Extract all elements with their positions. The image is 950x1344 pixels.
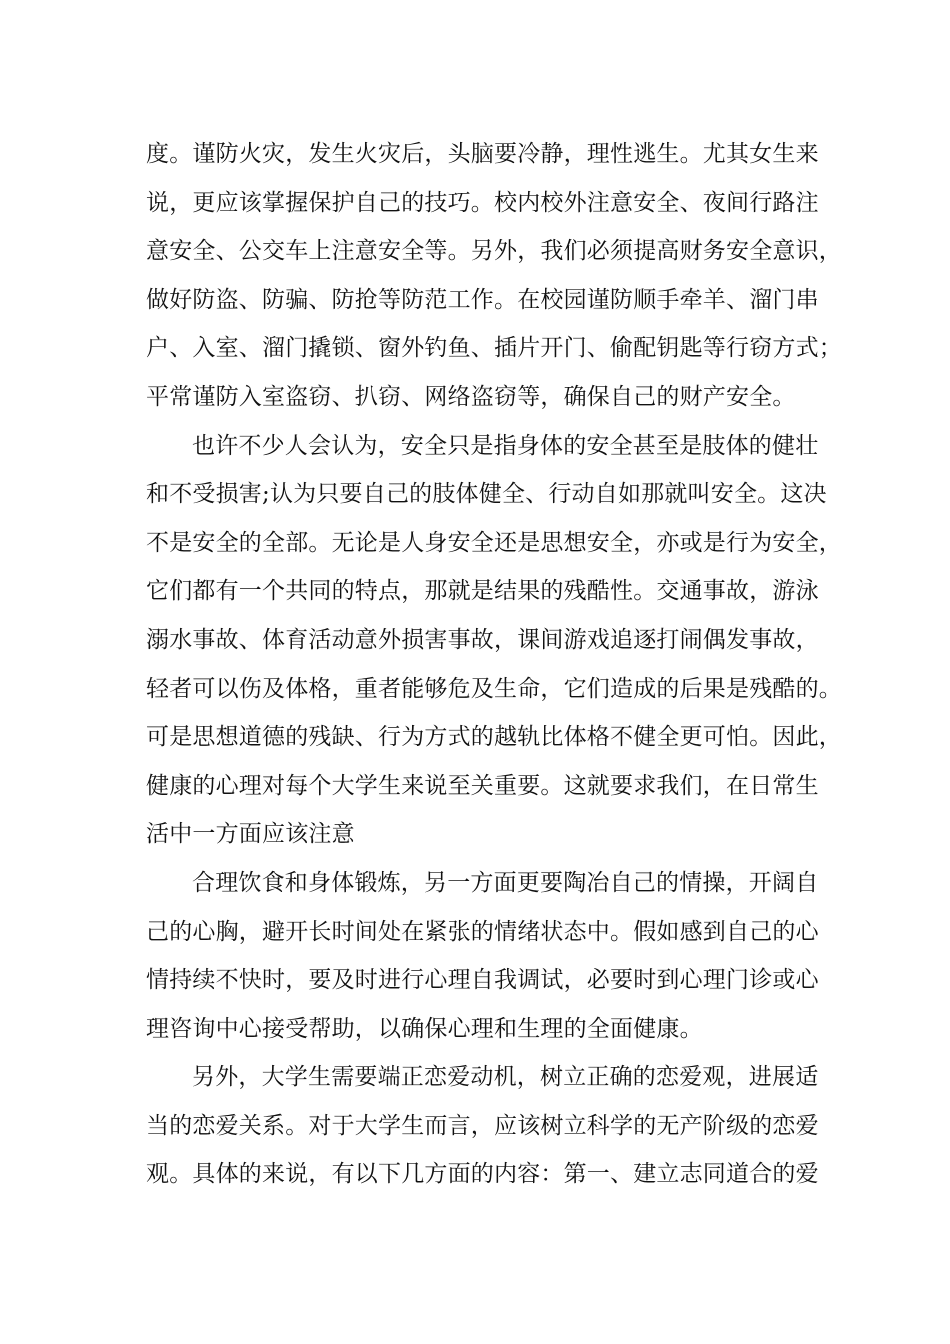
text-line: 做好防盗、防骗、防抢等防范工作。在校园谨防顺手牵羊、溜门串: [146, 286, 819, 313]
text-line: 活中一方面应该注意: [146, 821, 355, 848]
text-line: 不是安全的全部。无论是人身安全还是思想安全，亦或是行为安全，: [146, 529, 842, 556]
text-line: 己的心胸，避开长时间处在紧张的情绪状态中。假如感到自己的心: [146, 918, 819, 945]
body-text: [146, 130, 842, 1199]
text-line: 合理饮食和身体锻炼，另一方面更要陶冶自己的情操，开阔自: [192, 869, 819, 896]
text-line: 也许不少人会认为，安全只是指身体的安全甚至是肢体的健壮: [192, 432, 819, 459]
text-line: 平常谨防入室盗窃、扒窃、网络盗窃等，确保自己的财产安全。: [146, 383, 796, 410]
text-line: 户、入室、溜门撬锁、窗外钓鱼、插片开门、偷配钥匙等行窃方式；: [146, 335, 842, 362]
text-line: 观。具体的来说，有以下几方面的内容：第一、建立志同道合的爱: [146, 1161, 819, 1188]
text-line: 溺水事故、体育活动意外损害事故，课间游戏追逐打闹偶发事故，: [146, 626, 819, 653]
text-line: 度。谨防火灾，发生火灾后，头脑要冷静，理性逃生。尤其女生来: [146, 141, 819, 167]
text-line: 健康的心理对每个大学生来说至关重要。这就要求我们，在日常生: [146, 772, 819, 799]
text-line: 情持续不快时，要及时进行心理自我调试，必要时到心理门诊或心: [146, 967, 819, 994]
text-line: 可是思想道德的残缺、行为方式的越轨比体格不健全更可怕。因此，: [146, 724, 842, 751]
text-line: 意安全、公交车上注意安全等。另外，我们必须提高财务安全意识，: [146, 238, 842, 265]
text-line: 轻者可以伤及体格，重者能够危及生命，它们造成的后果是残酷的。: [146, 675, 842, 702]
text-line: 另外，大学生需要端正恋爱动机，树立正确的恋爱观，进展适: [192, 1064, 819, 1091]
text-line: 当的恋爱关系。对于大学生而言，应该树立科学的无产阶级的恋爱: [146, 1112, 819, 1139]
text-line: 说，更应该掌握保护自己的技巧。校内校外注意安全、夜间行路注: [146, 189, 819, 216]
text-line: 它们都有一个共同的特点，那就是结果的残酷性。交通事故，游泳: [146, 578, 819, 605]
text-line: 和不受损害;认为只要自己的肢体健全、行动自如那就叫安全。这决: [146, 481, 827, 508]
text-line: 理咨询中心接受帮助，以确保心理和生理的全面健康。: [146, 1015, 703, 1042]
